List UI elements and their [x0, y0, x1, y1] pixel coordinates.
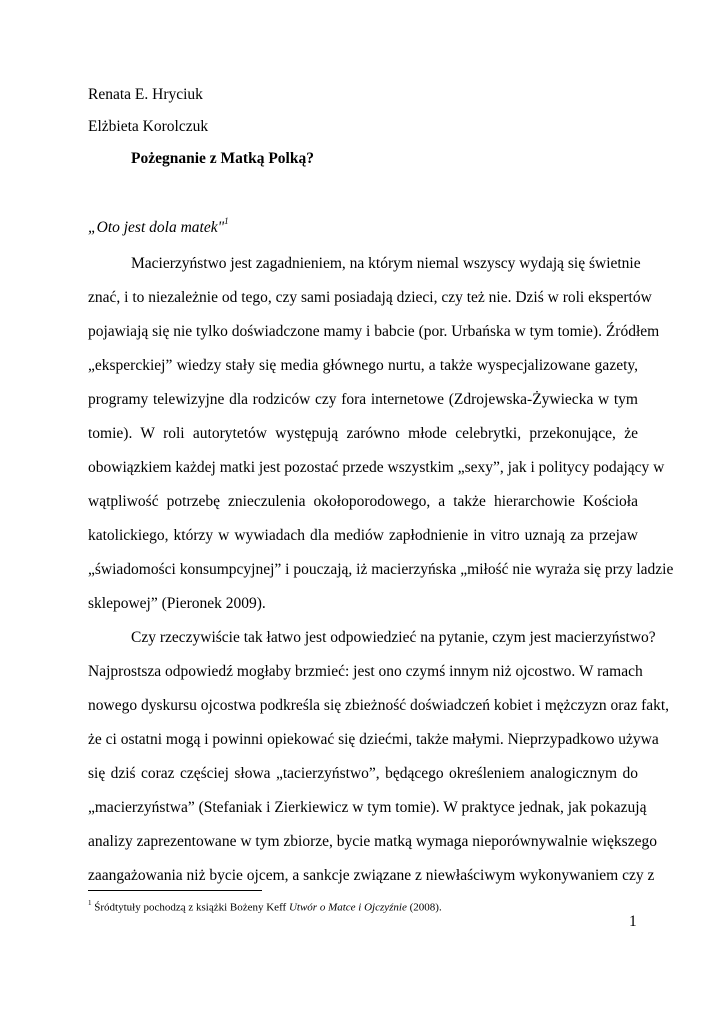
section-heading-text: „Oto jest dola matek" [88, 219, 225, 237]
footnote-separator [88, 890, 262, 891]
footnote-book-title: Utwór o Matce i Ojczyźnie [288, 901, 407, 914]
paragraph-line: analizy zaprezentowane w tym zbiorze, bycie matką wymaga nieporównywalnie większego [88, 833, 657, 850]
paragraph-line: tomie). W roli autorytetów występują zarówno młode celebrytki, przekonujące, że [88, 425, 638, 442]
paragraph-line: że ci ostatni mogą i powinni opiekować się dziećmi, także małymi. Nieprzypadkowo używa [88, 731, 659, 748]
paragraph-line: programy telewizyjne dla rodziców czy fora internetowe (Zdrojewska-Żywiecka w tym [88, 391, 638, 408]
document-title: Pożegnanie z Matką Polką? [131, 150, 314, 167]
paragraph-line: zaangażowania niż bycie ojcem, a sankcje związane z niewłaściwym wykonywaniem czy z [88, 867, 655, 884]
paragraph-line: Czy rzeczywiście tak łatwo jest odpowiedzieć na pytanie, czym jest macierzyństwo? [131, 629, 656, 646]
paragraph-line: nowego dyskursu ojcostwa podkreśla się zbieżność doświadczeń kobiet i mężczyzn oraz fakt, [88, 697, 670, 714]
footnote-text: Śródtytuły pochodzą z książki Bożeny Keff [91, 901, 289, 914]
paragraph-line: znać, i to niezależnie od tego, czy sami posiadają dzieci, czy też nie. Dziś w roli ekspertów [88, 289, 652, 306]
footnote-reference: 1 [224, 216, 229, 226]
footnote-text-end: (2008). [406, 901, 442, 914]
footnote-mark: 1 [88, 899, 92, 907]
paragraph-line: katolickiego, którzy w wywiadach dla mediów zapłodnienie in vitro uznają za przejaw [88, 527, 638, 544]
section-heading [88, 218, 229, 237]
paragraph-line: „macierzyństwa” (Stefaniak i Zierkiewicz w tym tomie). W praktyce jednak, jak pokazują [88, 799, 647, 816]
author-name: Renata E. Hryciuk [88, 86, 203, 103]
paragraph-line: sklepowej” (Pieronek 2009). [88, 595, 266, 612]
paragraph-line: pojawiają się nie tylko doświadczone mamy i babcie (por. Urbańska w tym tomie). Źródłem [88, 323, 660, 340]
paragraph-line: się dziś coraz częściej słowa „tacierzyństwo”, będącego określeniem analogicznym do [88, 765, 638, 782]
paragraph-line: Najprostsza odpowiedź mogłaby brzmieć: jest ono czymś innym niż ojcostwo. W ramach [88, 663, 643, 680]
paragraph-line: „eksperckiej” wiedzy stały się media głównego nurtu, a także wyspecjalizowane gazety, [88, 357, 638, 374]
paragraph-line: Macierzyństwo jest zagadnieniem, na którym niemal wszyscy wydają się świetnie [131, 255, 641, 272]
paragraph-line: wątpliwość potrzebę znieczulenia okołoporodowego, a także hierarchowie Kościoła [88, 493, 638, 510]
paragraph-line: „świadomości konsumpcyjnej” i pouczają, iż macierzyńska „miłość nie wyraża się przy ladzie [88, 561, 674, 578]
paragraph-line: obowiązkiem każdej matki jest pozostać przede wszystkim „sexy”, jak i politycy podający w [88, 459, 665, 476]
footnote [88, 900, 442, 914]
page-number: 1 [629, 913, 637, 930]
author-name: Elżbieta Korolczuk [88, 118, 209, 135]
